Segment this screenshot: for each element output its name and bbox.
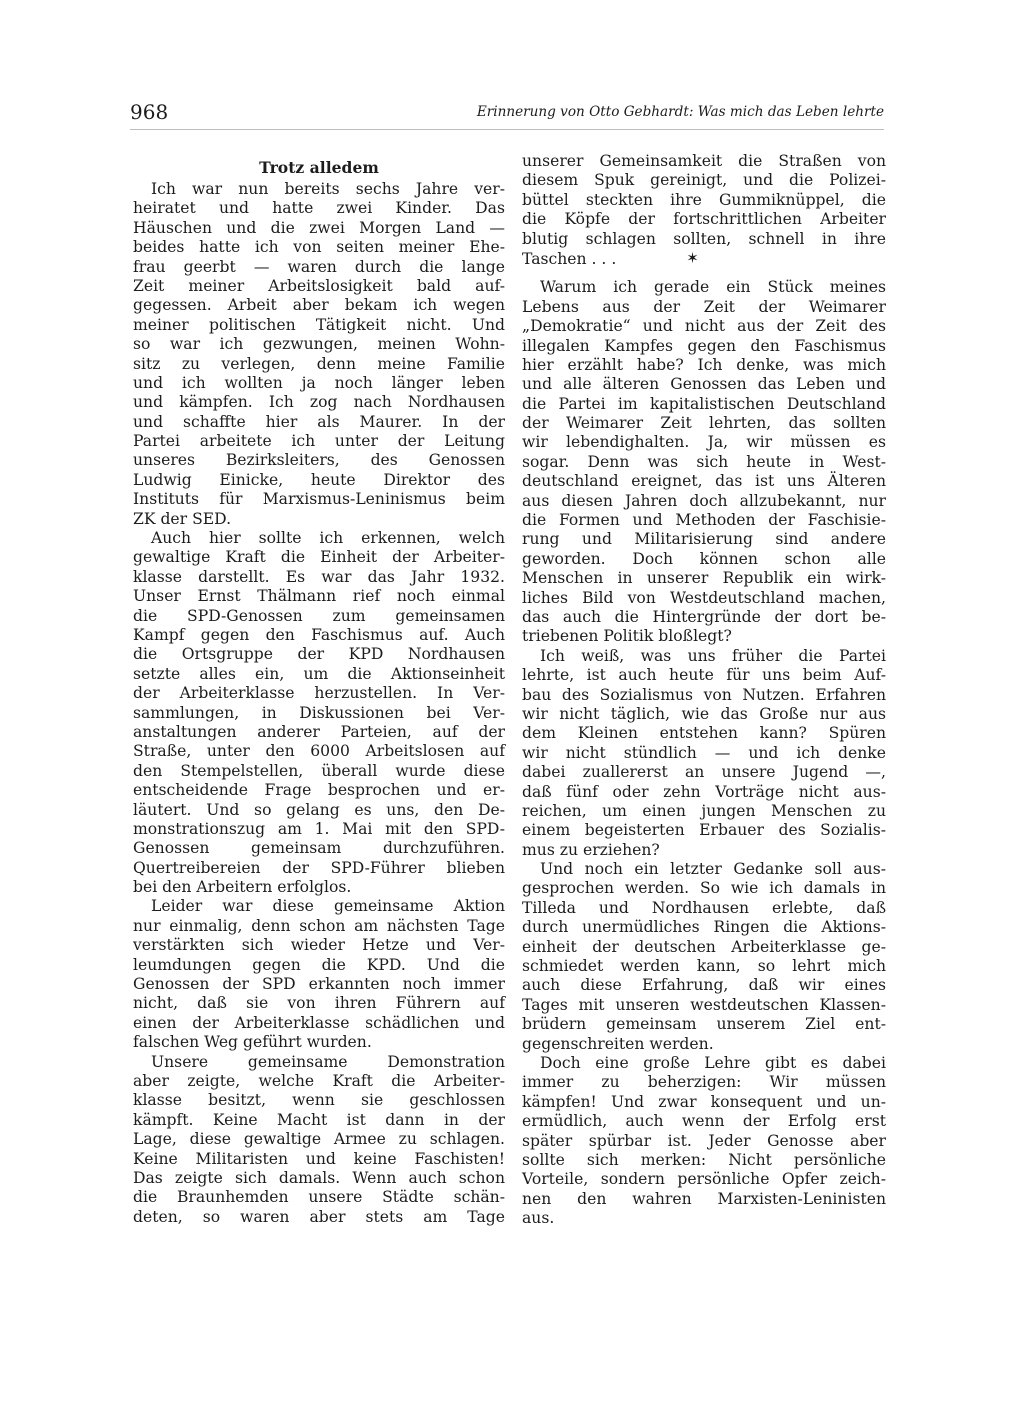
- text-line: illegalen Kampfes gegen den Faschismus: [522, 336, 886, 355]
- text-line: kämpft. Keine Macht ist dann in der: [133, 1110, 505, 1129]
- text-line: ZK der SED.: [133, 509, 232, 528]
- text-line: immer zu beherzigen: Wir müssen: [522, 1073, 886, 1092]
- running-title: Erinnerung von Otto Gebhardt: Was mich das Leben lehrte: [476, 104, 884, 120]
- text-line: Lage, diese gewaltige Armee zu schlagen.: [133, 1130, 505, 1149]
- text-line: nen den wahren Marxisten-Leninisten: [522, 1189, 886, 1208]
- text-line: Partei arbeitete ich unter der Leitung: [133, 432, 505, 451]
- text-line: der Weimarer Zeit lehrten, das sollten: [522, 414, 886, 433]
- text-line: anstaltungen anderer Parteien, auf der: [133, 722, 505, 741]
- text-line: dabei zuallererst an unsere Jugend —,: [522, 763, 886, 782]
- text-line: auch diese Erfahrung, daß wir eines: [522, 976, 886, 995]
- text-line: reichen, um einen jungen Menschen zu: [522, 801, 886, 820]
- text-line: dem Kleinen entstehen kann? Spüren: [522, 724, 886, 743]
- text-line: Ich weiß, was uns früher die Partei: [540, 646, 886, 665]
- text-line: nur einmalig, denn schon am nächsten Tage: [133, 916, 505, 935]
- text-line: Zeit meiner Arbeitslosigkeit bald auf-: [133, 276, 505, 295]
- text-line: die Ortsgruppe der KPD Nordhausen: [133, 645, 505, 664]
- text-line: die Partei im kapitalistischen Deutschland: [522, 394, 886, 413]
- text-line: später spürbar ist. Jeder Genosse aber: [522, 1131, 886, 1150]
- text-line: blutig schlagen sollten, schnell in ihre: [522, 229, 886, 248]
- text-line: unseres Bezirksleiters, des Genossen: [133, 451, 505, 470]
- text-line: Tages mit unseren westdeutschen Klassen-: [522, 995, 886, 1014]
- text-line: „Demokratie“ und nicht aus der Zeit des: [522, 317, 886, 336]
- text-line: aus diesen Jahren doch allzubekannt, nur: [522, 491, 886, 510]
- text-line: so war ich gezwungen, meinen Wohn-: [133, 335, 505, 354]
- text-line: läutert. Und so gelang es uns, den De-: [133, 800, 505, 819]
- text-line: Instituts für Marxismus-Leninismus beim: [133, 490, 505, 509]
- paragraph: [522, 860, 886, 1054]
- text-line: nicht, daß sie von ihren Führern auf: [133, 994, 505, 1013]
- page-number: 968: [130, 100, 169, 124]
- text-line: die SPD-Genossen zum gemeinsamen: [133, 606, 505, 625]
- paragraph: [133, 180, 505, 529]
- text-line: Doch eine große Lehre gibt es dabei: [540, 1053, 886, 1072]
- text-line: Leider war diese gemeinsame Aktion: [151, 897, 505, 916]
- text-line: aber zeigte, welche Kraft die Arbeiter-: [133, 1071, 505, 1090]
- text-line: Das zeigte sich damals. Wenn auch schon: [133, 1168, 505, 1187]
- text-line: das auch die Hintergründe der dort be-: [522, 607, 886, 626]
- text-line: Lebens aus der Zeit der Weimarer: [522, 297, 886, 316]
- text-line: entscheidende Frage besprochen und er-: [133, 781, 505, 800]
- text-line: brüdern gemeinsam unserem Ziel ent-: [522, 1015, 886, 1034]
- text-line: schmiedet werden kann, so lehrt mich: [522, 957, 886, 976]
- header-rule: [130, 129, 884, 130]
- text-line: gegenschreiten werden.: [522, 1034, 714, 1053]
- text-line: Unsere gemeinsame Demonstration: [151, 1052, 505, 1071]
- text-line: den Stempelstellen, überall wurde diese: [133, 761, 505, 780]
- text-line: sammlungen, in Diskussionen bei Ver-: [133, 703, 505, 722]
- text-line: sitz zu verlegen, denn meine Familie: [133, 354, 505, 373]
- text-line: frau geerbt — waren durch die lange: [133, 257, 505, 276]
- text-line: einen der Arbeiterklasse schädlichen und: [133, 1013, 505, 1032]
- text-line: deten, so waren aber stets am Tage: [133, 1207, 505, 1226]
- text-line: falschen Weg geführt wurden.: [133, 1033, 372, 1052]
- text-line: die Braunhemden unsere Städte schän-: [133, 1188, 505, 1207]
- text-line: die Formen und Methoden der Faschisie-: [522, 511, 886, 530]
- paragraph: [522, 647, 886, 860]
- text-line: deutschland ereignet, das ist uns Älteren: [522, 472, 886, 491]
- text-line: leumdungen gegen die KPD. Und die: [133, 955, 505, 974]
- text-line: einheit der deutschen Arbeiterklasse ge-: [522, 937, 886, 956]
- text-line: meiner politischen Tätigkeit nicht. Und: [133, 315, 505, 334]
- text-line: büttel steckten ihre Gummiknüppel, die: [522, 190, 886, 209]
- text-line: setzte alles ein, um die Aktionseinheit: [133, 664, 505, 683]
- text-line: Kampf gegen den Faschismus auf. Auch: [133, 625, 505, 644]
- section-break: [522, 269, 886, 278]
- text-line: ermüdlich, auch wenn der Erfolg erst: [522, 1112, 886, 1131]
- text-line: lehrte, ist auch heute für uns beim Auf-: [522, 666, 886, 685]
- text-line: und schaffte hier als Maurer. In der: [133, 412, 505, 431]
- text-line: Quertreibereien der SPD-Führer blieben: [133, 858, 505, 877]
- section-heading: Trotz alledem: [259, 158, 379, 177]
- text-line: bau des Sozialismus von Nutzen. Erfahren: [522, 685, 886, 704]
- text-line: Keine Militaristen und keine Faschisten!: [133, 1149, 505, 1168]
- text-line: wir nicht stündlich — und ich denke: [522, 743, 886, 762]
- text-line: beides hatte ich von seiten meiner Ehe-: [133, 238, 505, 257]
- text-line: hier erzählt habe? Ich denke, was mich: [522, 355, 886, 374]
- text-line: gesprochen werden. So wie ich damals in: [522, 879, 886, 898]
- text-line: aus.: [522, 1209, 555, 1228]
- text-line: durch unermüdliches Ringen die Aktions-: [522, 918, 886, 937]
- text-line: Taschen . . .: [522, 249, 617, 268]
- left-column: [133, 152, 505, 1227]
- text-line: und kämpfen. Ich zog nach Nordhausen: [133, 393, 505, 412]
- text-line: Vorteile, sondern persönliche Opfer zeich-: [522, 1170, 886, 1189]
- paragraph: [522, 278, 886, 646]
- text-line: klasse besitzt, wenn sie geschlossen: [133, 1091, 505, 1110]
- text-line: Häuschen und die zwei Morgen Land —: [133, 218, 505, 237]
- text-line: wir lebendighalten. Ja, wir müssen es: [522, 433, 886, 452]
- text-line: liches Bild von Westdeutschland machen,: [522, 588, 886, 607]
- text-line: Warum ich gerade ein Stück meines: [540, 278, 886, 297]
- paragraph: [133, 1053, 505, 1228]
- text-line: Unser Ernst Thälmann rief noch einmal: [133, 587, 505, 606]
- text-line: und ich wollten ja noch länger leben: [133, 373, 505, 392]
- text-line: sogar. Denn was sich heute in West-: [522, 452, 886, 471]
- text-line: Genossen gemeinsam durchzuführen.: [133, 839, 505, 858]
- text-line: kämpfen! Und zwar konsequent und un-: [522, 1092, 886, 1111]
- text-line: Und noch ein letzter Gedanke soll aus-: [540, 860, 886, 879]
- paragraph: [133, 529, 505, 897]
- text-line: Tilleda und Nordhausen erlebte, daß: [522, 898, 886, 917]
- text-line: einem begeisterten Erbauer des Sozialis-: [522, 821, 886, 840]
- text-line: Ludwig Einicke, heute Direktor des: [133, 470, 505, 489]
- text-line: Auch hier sollte ich erkennen, welch: [151, 529, 505, 548]
- text-line: geworden. Doch können schon alle: [522, 549, 886, 568]
- text-line: sollte sich merken: Nicht persönliche: [522, 1150, 886, 1169]
- text-line: diesem Spuk gereinigt, und die Polizei-: [522, 171, 886, 190]
- text-line: daß fünf oder zehn Vorträge nicht aus-: [522, 782, 886, 801]
- text-line: rung und Militarisierung sind andere: [522, 530, 886, 549]
- text-line: gegessen. Arbeit aber bekam ich wegen: [133, 296, 505, 315]
- text-line: und alle älteren Genossen das Leben und: [522, 375, 886, 394]
- text-line: bei den Arbeitern erfolglos.: [133, 878, 352, 897]
- text-line: Menschen in unserer Republik ein wirk-: [522, 569, 886, 588]
- text-line: monstrationszug am 1. Mai mit den SPD-: [133, 819, 505, 838]
- text-line: die Köpfe der fortschrittlichen Arbeiter: [522, 210, 886, 229]
- text-line: heiratet und hatte zwei Kinder. Das: [133, 199, 505, 218]
- text-line: wir nicht täglich, wie das Große nur aus: [522, 704, 886, 723]
- paragraph: [133, 897, 505, 1052]
- text-line: triebenen Politik bloßlegt?: [522, 627, 732, 646]
- paragraph: [522, 1054, 886, 1229]
- text-line: Ich war nun bereits sechs Jahre ver-: [151, 180, 505, 198]
- text-line: gewaltige Kraft die Einheit der Arbeiter-: [133, 548, 505, 567]
- text-line: unserer Gemeinsamkeit die Straßen von: [522, 152, 886, 170]
- text-line: mus zu erziehen?: [522, 840, 660, 859]
- paragraph: [522, 152, 886, 269]
- text-line: verstärkten sich wieder Hetze und Ver-: [133, 936, 505, 955]
- text-line: der Arbeiterklasse herzustellen. In Ver-: [133, 684, 505, 703]
- right-column: [522, 152, 886, 1228]
- text-line: klasse darstellt. Es war das Jahr 1932.: [133, 567, 505, 586]
- text-line: Straße, unter den 6000 Arbeitslosen auf: [133, 742, 505, 761]
- section-divider-star-icon: ✶: [686, 248, 699, 267]
- text-line: Genossen der SPD erkannten noch immer: [133, 975, 505, 994]
